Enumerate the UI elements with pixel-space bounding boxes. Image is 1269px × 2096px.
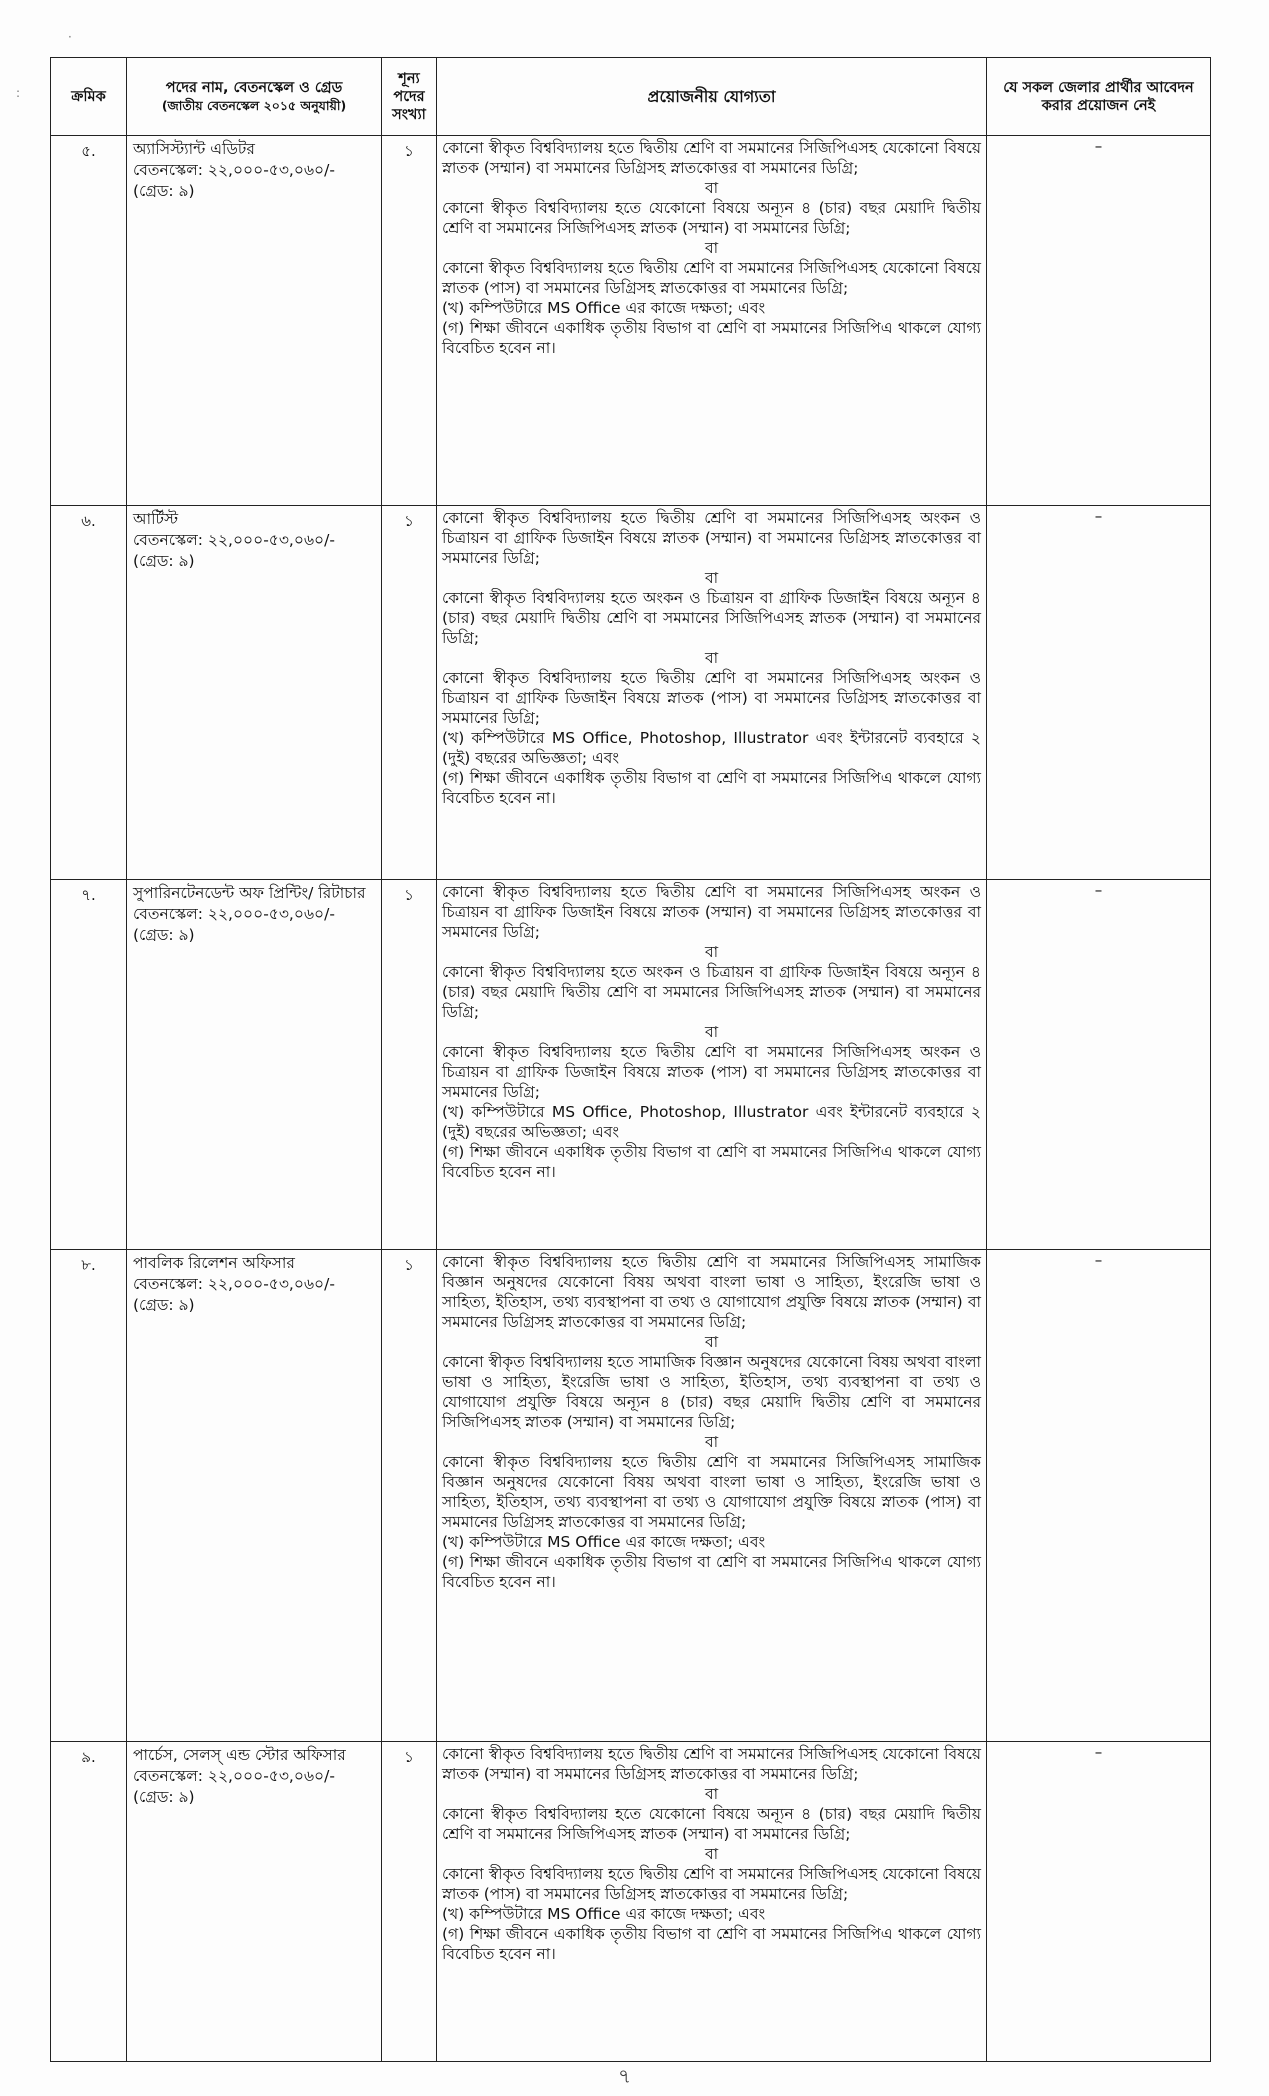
pay-grade: (গ্রেড: ৯) [133,1788,195,1806]
header-qualification: প্রয়োজনীয় যোগ্যতা [437,58,987,136]
row-serial: ৭. [51,880,127,1250]
qualification-cell [437,1250,987,1742]
qualification-cell [437,506,987,880]
post-cell [127,880,382,1250]
qualification-option-3: কোনো স্বীকৃত বিশ্ববিদ্যালয় হতে দ্বিতীয় শ্রেণি বা সমমানের সিজিপিএসহ অংকন ও চিত্রায়ন বা গ্রাফিক ডিজাইন বিষয়ে স্নাতক (পাস) বা সমমানের ডিগ্রিসহ স্নাতকোত্তর বা সমমানের ডিগ্রি; [442,1043,981,1101]
header-serial: ক্রমিক [51,58,127,136]
post-title: অ্যাসিস্ট্যান্ট এডিটর [133,140,255,158]
table-row [51,136,1211,506]
or-separator: বা [704,569,719,587]
or-separator: বা [704,239,719,257]
qualification-exclusion-note: (গ) শিক্ষা জীবনে একাধিক তৃতীয় বিভাগ বা শ্রেণি বা সমমানের সিজিপিএ থাকলে যোগ্য বিবেচিত হবেন না। [442,1925,981,1963]
qualification-option-1: কোনো স্বীকৃত বিশ্ববিদ্যালয় হতে দ্বিতীয় শ্রেণি বা সমমানের সিজিপিএসহ যেকোনো বিষয়ে স্নাতক (সম্মান) বা সমমানের ডিগ্রিসহ স্নাতকোত্তর বা সমমানের ডিগ্রি; [442,139,981,177]
qualification-computer-skill: (খ) কম্পিউটারে MS Office এর কাজে দক্ষতা; এবং [442,1905,766,1923]
vacancy-count: ১ [382,506,437,880]
qualification-computer-skill: (খ) কম্পিউটারে MS Office, Photoshop, Illustrator এবং ইন্টারনেট ব্যবহারে ২ (দুই) বছরের অভিজ্ঞতা; এবং [442,729,981,767]
qualification-exclusion-note: (গ) শিক্ষা জীবনে একাধিক তৃতীয় বিভাগ বা শ্রেণি বা সমমানের সিজিপিএ থাকলে যোগ্য বিবেচিত হবেন না। [442,1553,981,1591]
qualification-exclusion-note: (গ) শিক্ষা জীবনে একাধিক তৃতীয় বিভাগ বা শ্রেণি বা সমমানের সিজিপিএ থাকলে যোগ্য বিবেচিত হবেন না। [442,1143,981,1181]
row-serial: ৬. [51,506,127,880]
pay-scale: বেতনস্কেল: ২২,০০০-৫৩,০৬০/- [133,161,335,179]
scan-speck: · [68,30,72,44]
qualification-option-2: কোনো স্বীকৃত বিশ্ববিদ্যালয় হতে সামাজিক বিজ্ঞান অনুষদের যেকোনো বিষয় অথবা বাংলা ভাষা ও সাহিত্য, ইংরেজি ভাষা ও সাহিত্য, ইতিহাস, তথ্য ব্যবস্থাপনা বা তথ্য ও যোগাযোগ প্রযুক্তি বিষয়ে অন্যূন ৪ (চার) বছর মেয়াদি দ্বিতীয় শ্রেণি বা সমমানের সিজিপিএসহ স্নাতক (সম্মান) বা সমমানের ডিগ্রি; [442,1353,981,1431]
qualification-option-1: কোনো স্বীকৃত বিশ্ববিদ্যালয় হতে দ্বিতীয় শ্রেণি বা সমমানের সিজিপিএসহ সামাজিক বিজ্ঞান অনুষদের যেকোনো বিষয় অথবা বাংলা ভাষা ও সাহিত্য, ইংরেজি ভাষা ও সাহিত্য, ইতিহাস, তথ্য ব্যবস্থাপনা বা তথ্য ও যোগাযোগ প্রযুক্তি বিষয়ে স্নাতক (সম্মান) বা সমমানের ডিগ্রিসহ স্নাতকোত্তর বা সমমানের ডিগ্রি; [442,1253,981,1331]
pay-grade: (গ্রেড: ৯) [133,552,195,570]
pay-scale: বেতনস্কেল: ২২,০০০-৫৩,০৬০/- [133,1275,335,1293]
row-serial: ৯. [51,1742,127,2062]
or-separator: বা [704,943,719,961]
or-separator: বা [704,179,719,197]
header-post-subtitle: (জাতীয় বেতনস্কেল ২০১৫ অনুযায়ী) [161,97,347,113]
table-row [51,506,1211,880]
qualification-option-1: কোনো স্বীকৃত বিশ্ববিদ্যালয় হতে দ্বিতীয় শ্রেণি বা সমমানের সিজিপিএসহ অংকন ও চিত্রায়ন বা গ্রাফিক ডিজাইন বিষয়ে স্নাতক (সম্মান) বা সমমানের ডিগ্রিসহ স্নাতকোত্তর বা সমমানের ডিগ্রি; [442,509,981,567]
qualification-cell [437,1742,987,2062]
qualification-computer-skill: (খ) কম্পিউটারে MS Office এর কাজে দক্ষতা; এবং [442,1533,766,1551]
recruitment-table [50,57,1211,2062]
header-vacancy: শূন্য পদের সংখ্যা [382,58,437,136]
or-separator: বা [704,1785,719,1803]
page-number: ৭ [618,2064,632,2088]
qualification-exclusion-note: (গ) শিক্ষা জীবনে একাধিক তৃতীয় বিভাগ বা শ্রেণি বা সমমানের সিজিপিএ থাকলে যোগ্য বিবেচিত হবেন না। [442,319,981,357]
pay-scale: বেতনস্কেল: ২২,০০০-৫৩,০৬০/- [133,905,335,923]
post-title: আর্টিস্ট [133,510,179,528]
qualification-exclusion-note: (গ) শিক্ষা জীবনে একাধিক তৃতীয় বিভাগ বা শ্রেণি বা সমমানের সিজিপিএ থাকলে যোগ্য বিবেচিত হবেন না। [442,769,981,807]
district-restriction: – [987,880,1211,1250]
qualification-option-3: কোনো স্বীকৃত বিশ্ববিদ্যালয় হতে দ্বিতীয় শ্রেণি বা সমমানের সিজিপিএসহ অংকন ও চিত্রায়ন বা গ্রাফিক ডিজাইন বিষয়ে স্নাতক (পাস) বা সমমানের ডিগ্রিসহ স্নাতকোত্তর বা সমমানের ডিগ্রি; [442,669,981,727]
row-serial: ৫. [51,136,127,506]
post-cell [127,1250,382,1742]
qualification-cell [437,880,987,1250]
qualification-option-2: কোনো স্বীকৃত বিশ্ববিদ্যালয় হতে অংকন ও চিত্রায়ন বা গ্রাফিক ডিজাইন বিষয়ে অন্যূন ৪ (চার) বছর মেয়াদি দ্বিতীয় শ্রেণি বা সমমানের সিজিপিএসহ স্নাতক (সম্মান) বা সমমানের ডিগ্রি; [442,589,981,647]
qualification-option-2: কোনো স্বীকৃত বিশ্ববিদ্যালয় হতে অংকন ও চিত্রায়ন বা গ্রাফিক ডিজাইন বিষয়ে অন্যূন ৪ (চার) বছর মেয়াদি দ্বিতীয় শ্রেণি বা সমমানের সিজিপিএসহ স্নাতক (সম্মান) বা সমমানের ডিগ্রি; [442,963,981,1021]
district-restriction: – [987,136,1211,506]
table-row [51,1250,1211,1742]
table-header-row [51,58,1211,136]
row-serial: ৮. [51,1250,127,1742]
post-title: পার্চেস, সেলস্ এন্ড স্টোর অফিসার [133,1746,346,1764]
post-cell [127,506,382,880]
post-cell [127,1742,382,2062]
qualification-option-2: কোনো স্বীকৃত বিশ্ববিদ্যালয় হতে যেকোনো বিষয়ে অন্যূন ৪ (চার) বছর মেয়াদি দ্বিতীয় শ্রেণি বা সমমানের সিজিপিএসহ স্নাতক (সম্মান) বা সমমানের ডিগ্রি; [442,199,981,237]
qualification-option-2: কোনো স্বীকৃত বিশ্ববিদ্যালয় হতে যেকোনো বিষয়ে অন্যূন ৪ (চার) বছর মেয়াদি দ্বিতীয় শ্রেণি বা সমমানের সিজিপিএসহ স্নাতক (সম্মান) বা সমমানের ডিগ্রি; [442,1805,981,1843]
or-separator: বা [704,1433,719,1451]
pay-grade: (গ্রেড: ৯) [133,926,195,944]
or-separator: বা [704,1333,719,1351]
header-post [127,58,382,136]
or-separator: বা [704,649,719,667]
scan-speck: : [16,86,21,100]
vacancy-count: ১ [382,1742,437,2062]
header-district-restriction: যে সকল জেলার প্রার্থীর আবেদন করার প্রয়োজন নেই [987,58,1211,136]
vacancy-count: ১ [382,880,437,1250]
pay-grade: (গ্রেড: ৯) [133,1296,195,1314]
district-restriction: – [987,1250,1211,1742]
post-title: পাবলিক রিলেশন অফিসার [133,1254,295,1272]
post-title: সুপারিনটেনডেন্ট অফ প্রিন্টিং/ রিটাচার [133,884,366,902]
pay-scale: বেতনস্কেল: ২২,০০০-৫৩,০৬০/- [133,531,335,549]
pay-grade: (গ্রেড: ৯) [133,182,195,200]
qualification-computer-skill: (খ) কম্পিউটারে MS Office, Photoshop, Illustrator এবং ইন্টারনেট ব্যবহারে ২ (দুই) বছরের অভিজ্ঞতা; এবং [442,1103,981,1141]
qualification-cell [437,136,987,506]
qualification-option-1: কোনো স্বীকৃত বিশ্ববিদ্যালয় হতে দ্বিতীয় শ্রেণি বা সমমানের সিজিপিএসহ যেকোনো বিষয়ে স্নাতক (সম্মান) বা সমমানের ডিগ্রিসহ স্নাতকোত্তর বা সমমানের ডিগ্রি; [442,1745,981,1783]
district-restriction: – [987,506,1211,880]
table-row [51,880,1211,1250]
pay-scale: বেতনস্কেল: ২২,০০০-৫৩,০৬০/- [133,1767,335,1785]
post-cell [127,136,382,506]
qualification-option-3: কোনো স্বীকৃত বিশ্ববিদ্যালয় হতে দ্বিতীয় শ্রেণি বা সমমানের সিজিপিএসহ যেকোনো বিষয়ে স্নাতক (পাস) বা সমমানের ডিগ্রিসহ স্নাতকোত্তর বা সমমানের ডিগ্রি; [442,1865,981,1903]
qualification-option-3: কোনো স্বীকৃত বিশ্ববিদ্যালয় হতে দ্বিতীয় শ্রেণি বা সমমানের সিজিপিএসহ সামাজিক বিজ্ঞান অনুষদের যেকোনো বিষয় অথবা বাংলা ভাষা ও সাহিত্য, ইংরেজি ভাষা ও সাহিত্য, ইতিহাস, তথ্য ব্যবস্থাপনা বা তথ্য ও যোগাযোগ প্রযুক্তি বিষয়ে স্নাতক (পাস) বা সমমানের ডিগ্রিসহ স্নাতকোত্তর বা সমমানের ডিগ্রি; [442,1453,981,1531]
vacancy-count: ১ [382,1250,437,1742]
qualification-option-3: কোনো স্বীকৃত বিশ্ববিদ্যালয় হতে দ্বিতীয় শ্রেণি বা সমমানের সিজিপিএসহ যেকোনো বিষয়ে স্নাতক (পাস) বা সমমানের ডিগ্রিসহ স্নাতকোত্তর বা সমমানের ডিগ্রি; [442,259,981,297]
header-post-title: পদের নাম, বেতনস্কেল ও গ্রেড [165,79,343,96]
vacancy-count: ১ [382,136,437,506]
qualification-option-1: কোনো স্বীকৃত বিশ্ববিদ্যালয় হতে দ্বিতীয় শ্রেণি বা সমমানের সিজিপিএসহ অংকন ও চিত্রায়ন বা গ্রাফিক ডিজাইন বিষয়ে স্নাতক (সম্মান) বা সমমানের ডিগ্রিসহ স্নাতকোত্তর বা সমমানের ডিগ্রি; [442,883,981,941]
district-restriction: – [987,1742,1211,2062]
or-separator: বা [704,1845,719,1863]
table-row [51,1742,1211,2062]
qualification-computer-skill: (খ) কম্পিউটারে MS Office এর কাজে দক্ষতা; এবং [442,299,766,317]
or-separator: বা [704,1023,719,1041]
